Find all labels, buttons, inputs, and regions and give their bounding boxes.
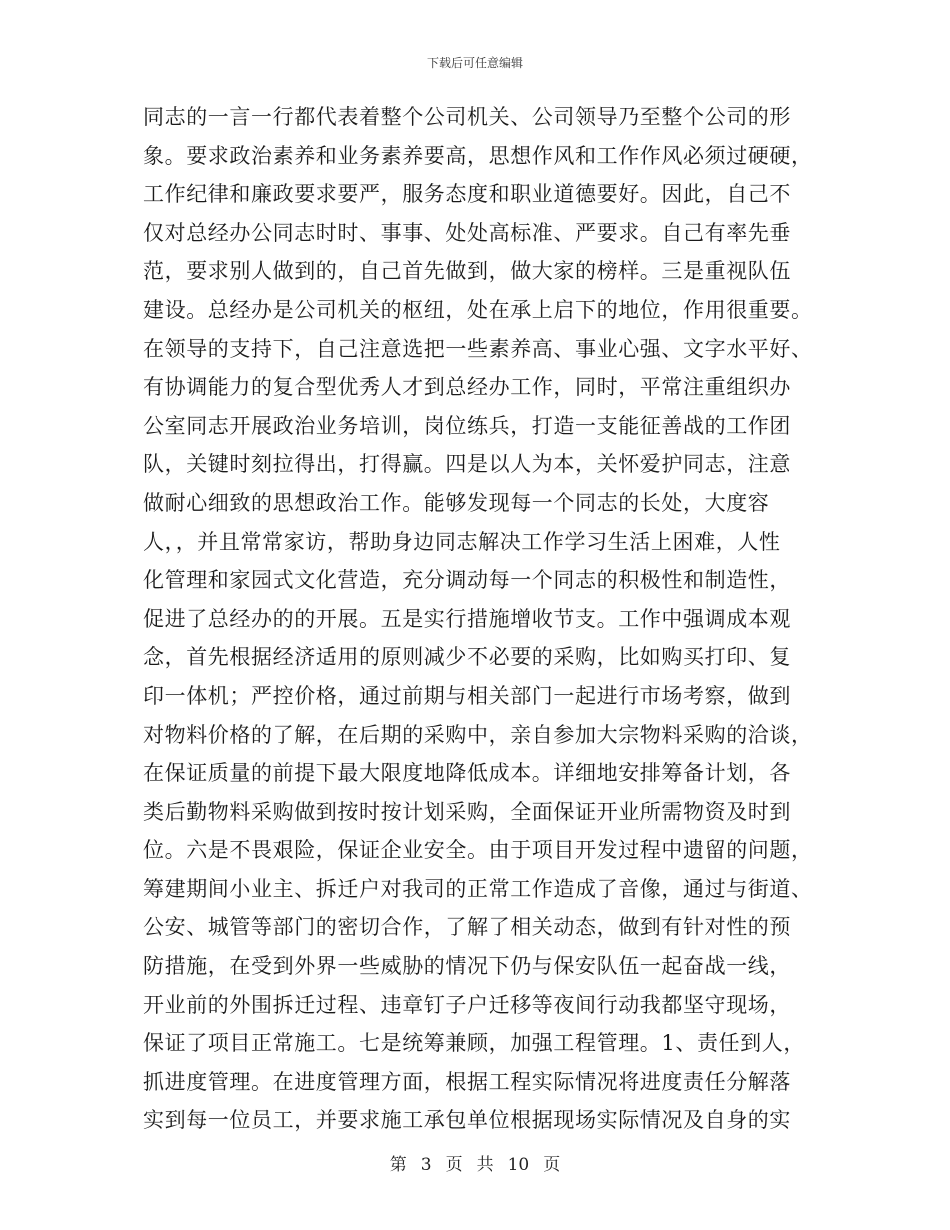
text-line: 实到每一位员工，并要求施工承包单位根据现场实际情况及自身的实: [143, 1108, 791, 1133]
text-line: 人，，并且常常家访，帮助身边同志解决工作学习生活上困难，人性: [143, 529, 781, 554]
page-header-note: 下载后可任意编辑: [426, 56, 523, 70]
total-pages-number: 10: [507, 1155, 530, 1175]
text-line: 促进了总经办的的开展。五是实行措施增收节支。工作中强调成本观: [143, 606, 791, 631]
text-line: 化管理和家园式文化营造，充分调动每一个同志的积极性和制造性，: [143, 568, 791, 593]
document-body: [143, 98, 813, 1140]
text-line: 建设。总经办是公司机关的枢纽，处在承上启下的地位，作用很重要。: [143, 297, 813, 322]
footer-total-label: 共: [476, 1155, 494, 1175]
text-line: 做耐心细致的思想政治工作。能够发现每一个同志的长处，大度容: [143, 490, 770, 515]
text-line: 防措施，在受到外界一些威胁的情况下仍与保安队伍一起奋战一线，: [143, 954, 791, 979]
text-line: 队，关键时刻拉得出，打得赢。四是以人为本，关怀爱护同志，注意: [143, 452, 791, 477]
text-line: 范，要求别人做到的，自己首先做到，做大家的榜样。三是重视队伍: [143, 259, 791, 284]
text-line: 位。六是不畏艰险，保证企业安全。由于项目开发过程中遗留的问题，: [143, 838, 813, 863]
text-line: 类后勤物料采购做到按时按计划采购，全面保证开业所需物资及时到: [143, 799, 791, 824]
text-line: 象。要求政治素养和业务素养要高，思想作风和工作作风必须过硬硬，: [143, 143, 813, 168]
text-line: 同志的一言一行都代表着整个公司机关、公司领导乃至整个公司的形: [143, 105, 791, 129]
text-line: 对物料价格的了解，在后期的采购中，亲自参加大宗物料采购的洽谈，: [143, 722, 813, 747]
text-line: 在领导的支持下，自己注意选把一些素养高、事业心强、文字水平好、: [143, 336, 813, 361]
text-line: 公室同志开展政治业务培训，岗位练兵，打造一支能征善战的工作团: [143, 413, 791, 438]
text-line: 公安、城管等部门的密切合作，了解了相关动态，做到有针对性的预: [143, 915, 791, 940]
text-line: 开业前的外围拆迁过程、违章钉子户迁移等夜间行动我都坚守现场，: [143, 992, 791, 1017]
current-page-number: 3: [420, 1155, 432, 1175]
footer-page-label: 页: [445, 1155, 463, 1175]
page-footer: [0, 1150, 950, 1175]
text-line: 抓进度管理。在进度管理方面，根据工程实际情况将进度责任分解落: [143, 1069, 791, 1094]
text-line: 念，首先根据经济适用的原则减少不必要的采购，比如购买打印、复: [143, 645, 791, 670]
text-line: 仅对总经办公同志时时、事事、处处高标准、严要求。自己有率先垂: [143, 220, 791, 245]
text-line: 有协调能力的复合型优秀人才到总经办工作，同时，平常注重组织办: [143, 375, 791, 400]
text-line: 保证了项目正常施工。七是统筹兼顾，加强工程管理。1、责任到人，: [143, 1031, 805, 1056]
text-line: 工作纪律和廉政要求要严，服务态度和职业道德要好。因此，自己不: [143, 182, 791, 207]
footer-suffix: 页: [543, 1155, 561, 1175]
text-line: 在保证质量的前提下最大限度地降低成本。详细地安排筹备计划，各: [143, 761, 791, 786]
footer-prefix: 第: [389, 1155, 407, 1175]
text-line: 印一体机；严控价格，通过前期与相关部门一起进行市场考察，做到: [143, 683, 791, 708]
text-line: 筹建期间小业主、拆迁户对我司的正常工作造成了音像，通过与街道、: [143, 876, 813, 901]
